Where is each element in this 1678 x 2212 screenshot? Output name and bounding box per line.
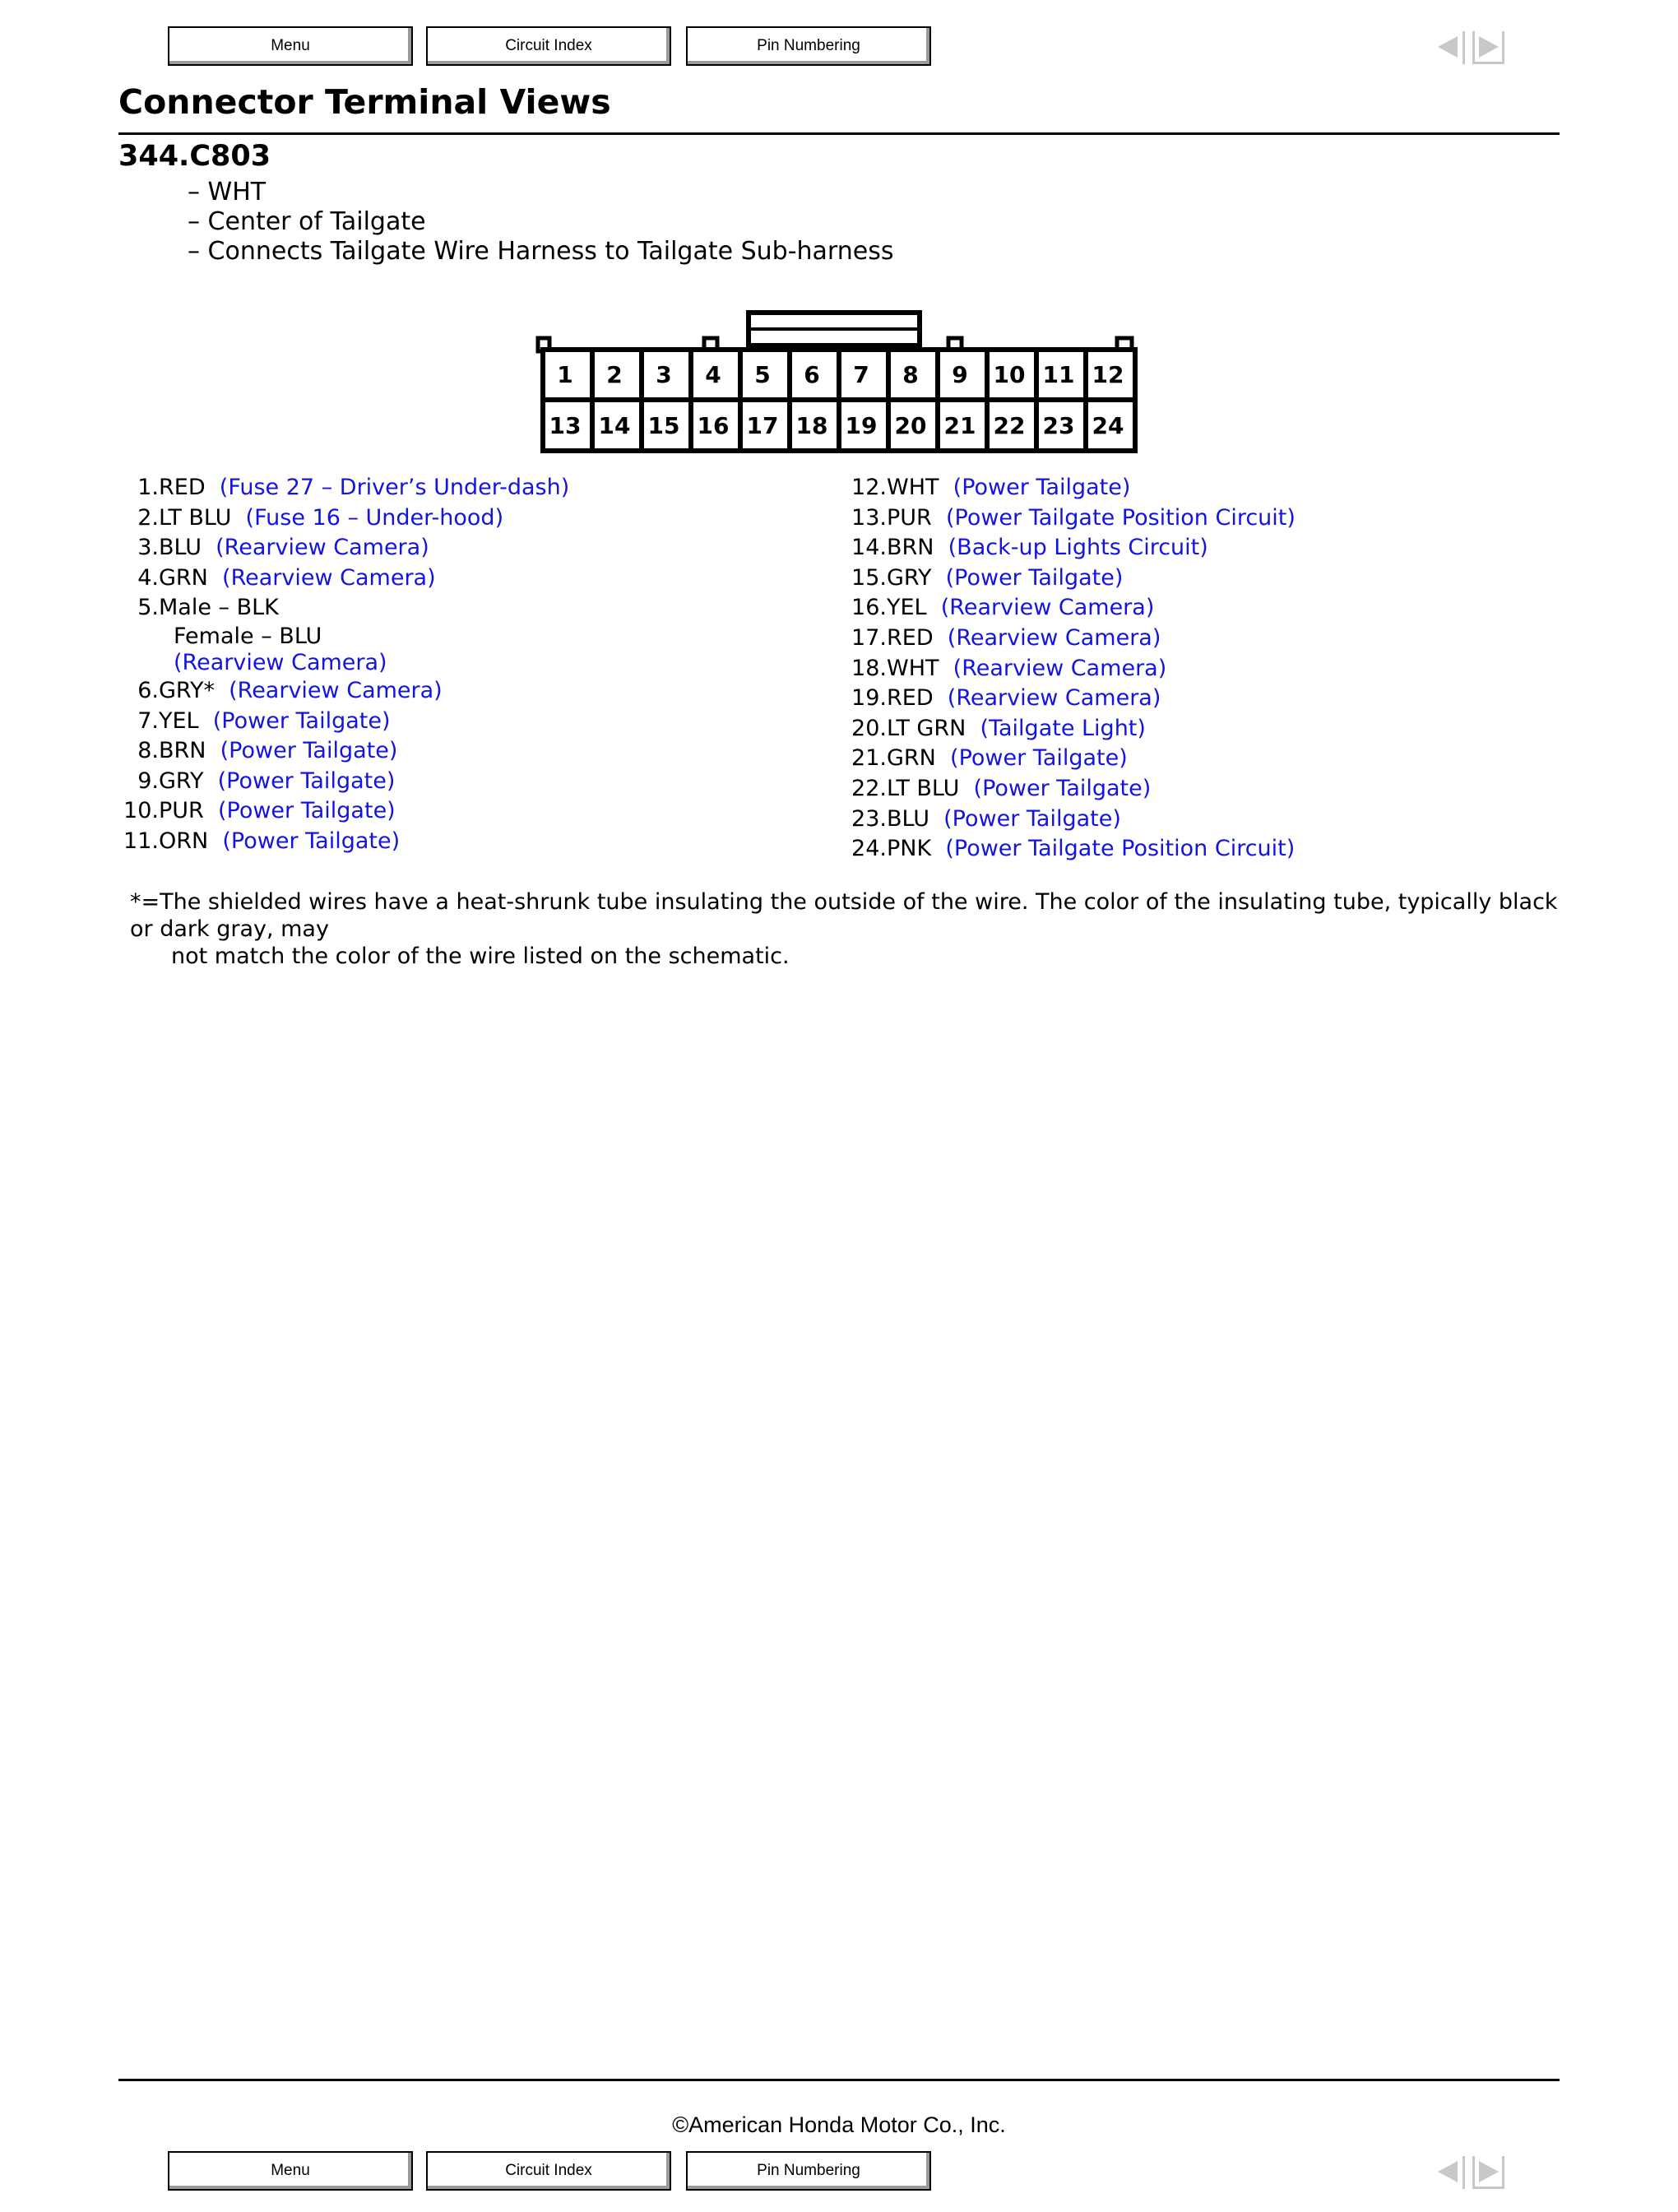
pin-circuit-link[interactable]: (Rearview Camera): [214, 677, 443, 703]
pin-wire-color: RED: [159, 475, 206, 500]
pin-circuit-link[interactable]: (Tailgate Light): [966, 715, 1146, 741]
page-title: Connector Terminal Views: [118, 82, 611, 122]
pin-numbering-button-bottom[interactable]: Pin Numbering: [686, 2151, 931, 2191]
terminal-18: 18: [795, 412, 828, 439]
menu-button[interactable]: Menu: [168, 26, 413, 66]
pin-wire-color: BRN: [887, 535, 934, 561]
right-arrow-icon[interactable]: [1472, 2156, 1504, 2189]
pin-row: [115, 473, 569, 503]
pin-row: [847, 624, 1296, 654]
pin-wire-color: RED: [887, 685, 934, 712]
terminal-20: 20: [894, 412, 927, 439]
pin-number: 10.: [123, 798, 159, 824]
pin-circuit-link[interactable]: (Fuse 27 – Driver’s Under-dash): [205, 475, 570, 500]
pin-circuit-link[interactable]: (Power Tailgate): [208, 828, 401, 854]
pin-wire-color: PUR: [159, 798, 204, 824]
pin-row: [847, 805, 1296, 835]
terminal-1: 1: [557, 361, 573, 388]
left-arrow-icon[interactable]: [1438, 31, 1465, 64]
pin-row: [115, 676, 569, 707]
pin-circuit-link[interactable]: (Rearview Camera): [207, 564, 436, 591]
terminal-10: 10: [993, 361, 1026, 388]
connector-diagram: [535, 308, 1143, 457]
pin-circuit-link[interactable]: (Rearview Camera): [933, 624, 1161, 651]
pin-circuit-link[interactable]: (Power Tailgate): [931, 564, 1124, 591]
pin-wire-color: LT BLU: [159, 504, 232, 531]
circuit-index-button-bottom[interactable]: Circuit Index: [426, 2151, 671, 2191]
pin-wire-color: BLU: [159, 535, 202, 561]
pin-circuit-link[interactable]: (Power Tailgate): [203, 767, 396, 794]
pin-wire-color: GRY: [159, 767, 204, 794]
pin-row: [847, 774, 1296, 805]
pin-row: [847, 473, 1296, 503]
pin-number: 11.: [123, 828, 159, 854]
pin-number: 2.: [137, 504, 159, 531]
terminal-12: 12: [1092, 361, 1124, 388]
pin-list-left: [115, 473, 569, 857]
shielded-wire-note: [130, 888, 1578, 970]
note-line-1: *=The shielded wires have a heat-shrunk tube insulating the outside of the wire. The color of the insulating tube, typically black or dark gray, may: [130, 889, 1558, 942]
pin-wire-color: WHT: [887, 475, 939, 500]
pin-number: 16.: [851, 595, 887, 621]
pin-row: [115, 796, 569, 827]
connector-id: 344.C803: [118, 140, 271, 173]
pin-number: 22.: [851, 775, 887, 801]
pin-circuit-link[interactable]: (Fuse 16 – Under-hood): [231, 504, 504, 531]
copyright: ©American Honda Motor Co., Inc.: [672, 2112, 1006, 2137]
pin-number: 14.: [851, 535, 887, 561]
bottom-nav: [168, 2151, 1484, 2196]
terminal-21: 21: [943, 412, 976, 439]
pin-wire-color: YEL: [887, 595, 927, 621]
pin-row: [847, 684, 1296, 714]
pin-row: [847, 533, 1296, 563]
terminal-7: 7: [853, 361, 869, 388]
pin-row: [847, 714, 1296, 744]
pin-row: [115, 503, 569, 534]
left-arrow-icon[interactable]: [1438, 2156, 1465, 2189]
pin-circuit-link[interactable]: (Rearview Camera): [933, 685, 1161, 712]
title-divider: [118, 132, 1560, 135]
terminal-3: 3: [656, 361, 672, 388]
pin-wire-color: YEL: [159, 707, 199, 734]
pin-number: 19.: [851, 685, 887, 712]
pin-wire-color: LT BLU: [887, 775, 960, 801]
terminal-8: 8: [902, 361, 919, 388]
pin-number: 3.: [137, 535, 159, 561]
detail-location: – Center of Tailgate: [188, 207, 426, 236]
terminal-24: 24: [1092, 412, 1124, 439]
pin-circuit-link[interactable]: (Rearview Camera): [939, 655, 1167, 681]
pin-row: [847, 503, 1296, 534]
terminal-6: 6: [804, 361, 820, 388]
pin-row: [115, 624, 569, 650]
pin-circuit-link[interactable]: (Power Tailgate Position Circuit): [931, 504, 1296, 531]
pin-number: 12.: [851, 475, 887, 500]
circuit-index-button[interactable]: Circuit Index: [426, 26, 671, 66]
pin-row: [115, 563, 569, 594]
pin-circuit-link[interactable]: (Power Tailgate): [959, 775, 1152, 801]
pin-wire-color: GRN: [887, 745, 936, 772]
pin-number: 20.: [851, 715, 887, 741]
terminal-4: 4: [705, 361, 721, 388]
pin-circuit-link[interactable]: (Power Tailgate): [203, 798, 396, 824]
pin-row: [115, 827, 569, 857]
pin-wire-color: Male – BLK: [159, 595, 279, 621]
pin-wire-color: Female – BLU: [174, 623, 322, 649]
terminal-9: 9: [952, 361, 968, 388]
pin-circuit-link[interactable]: (Back-up Lights Circuit): [934, 535, 1208, 561]
pin-circuit-link[interactable]: (Power Tailgate): [206, 738, 398, 764]
terminal-22: 22: [993, 412, 1026, 439]
pin-row: [115, 707, 569, 737]
terminal-2: 2: [606, 361, 623, 388]
pin-number: 18.: [851, 655, 887, 681]
page-nav: [1435, 28, 1509, 66]
pin-number: 4.: [137, 564, 159, 591]
pin-wire-color: BLU: [887, 805, 929, 832]
pin-circuit-link[interactable]: (Rearview Camera): [201, 535, 429, 561]
footer-divider: [118, 2079, 1560, 2081]
pin-number: 6.: [137, 677, 159, 703]
pin-circuit-link[interactable]: (Power Tailgate): [935, 745, 1128, 772]
pin-number: 23.: [851, 805, 887, 832]
top-nav: [168, 26, 1484, 71]
detail-color: – WHT: [188, 178, 267, 206]
terminal-19: 19: [845, 412, 878, 439]
terminal-14: 14: [598, 412, 631, 439]
pin-row: [847, 654, 1296, 684]
pin-wire-color: LT GRN: [887, 715, 966, 741]
pin-number: 8.: [137, 738, 159, 764]
right-arrow-icon[interactable]: [1472, 31, 1504, 64]
pin-row: [847, 593, 1296, 624]
pin-wire-color: BRN: [159, 738, 206, 764]
pin-wire-color: GRY: [887, 564, 932, 591]
pin-wire-color: WHT: [887, 655, 939, 681]
pin-number: 7.: [137, 707, 159, 734]
pin-row: [115, 736, 569, 767]
menu-button-bottom[interactable]: Menu: [168, 2151, 413, 2191]
pin-circuit-link[interactable]: (Rearview Camera): [926, 595, 1155, 621]
note-line-2: not match the color of the wire listed on the schematic.: [171, 944, 790, 969]
pin-number: 17.: [851, 624, 887, 651]
terminal-16: 16: [697, 412, 730, 439]
pin-row: [847, 563, 1296, 594]
pin-number: 1.: [137, 475, 159, 500]
terminal-11: 11: [1042, 361, 1075, 388]
pin-list-right: [847, 473, 1296, 865]
connector-details: [188, 178, 893, 267]
terminal-5: 5: [754, 361, 771, 388]
pin-number: 9.: [137, 767, 159, 794]
pin-number: 21.: [851, 745, 887, 772]
pin-row: [115, 650, 569, 676]
pin-row: [847, 834, 1296, 865]
pin-row: [115, 593, 569, 624]
pin-wire-color: ORN: [159, 828, 209, 854]
pin-row: [847, 744, 1296, 774]
pin-row: [115, 533, 569, 563]
pin-number: 24.: [851, 836, 887, 862]
detail-connection: – Connects Tailgate Wire Harness to Tailgate Sub-harness: [188, 237, 894, 266]
pin-circuit-link[interactable]: (Power Tailgate): [198, 707, 391, 734]
pin-wire-color: PUR: [887, 504, 932, 531]
pin-circuit-link[interactable]: (Power Tailgate Position Circuit): [931, 836, 1296, 862]
pin-circuit-link[interactable]: (Rearview Camera): [174, 649, 387, 675]
pin-circuit-link[interactable]: (Power Tailgate): [929, 805, 1121, 832]
pin-wire-color: GRY*: [159, 677, 215, 703]
pin-circuit-link[interactable]: (Power Tailgate): [939, 475, 1131, 500]
pin-wire-color: PNK: [887, 836, 932, 862]
pin-numbering-button[interactable]: Pin Numbering: [686, 26, 931, 66]
pin-wire-color: GRN: [159, 564, 208, 591]
pin-wire-color: RED: [887, 624, 934, 651]
pin-number: 5.: [137, 595, 159, 621]
terminal-15: 15: [647, 412, 680, 439]
page-nav-bottom: [1435, 2153, 1509, 2191]
terminal-13: 13: [549, 412, 582, 439]
terminal-17: 17: [746, 412, 779, 439]
pin-number: 15.: [851, 564, 887, 591]
pin-number: 13.: [851, 504, 887, 531]
terminal-23: 23: [1042, 412, 1075, 439]
pin-row: [115, 767, 569, 797]
